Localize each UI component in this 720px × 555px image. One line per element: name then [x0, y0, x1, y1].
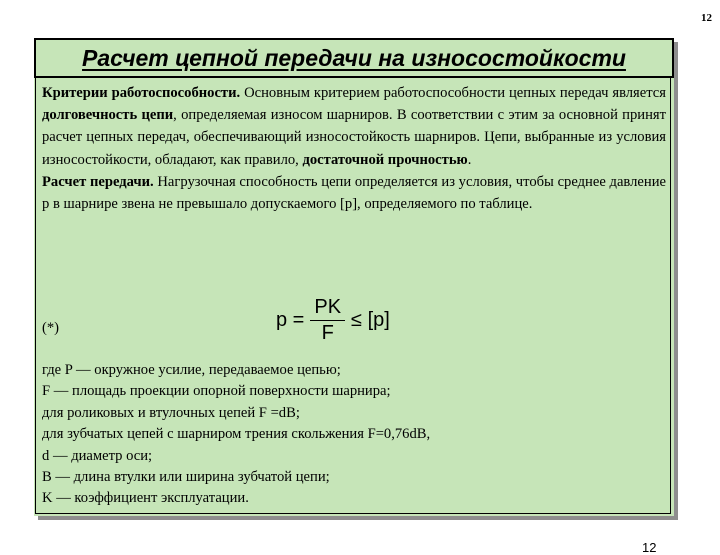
slide-content	[35, 78, 671, 555]
calc-heading: Расчет передачи.	[42, 173, 154, 190]
page-number-top: 12	[701, 12, 712, 24]
formula-lhs: p =	[276, 309, 305, 331]
criteria-text-2: , определяемая износом шарниров. В соответствии с этим за основной принят расчет цепных передач, обеспечивающий износостойкость шарниров. Цепи, выбранные из условия износостойкости, обладают, как правило,	[42, 107, 666, 168]
definition-line: для зубчатых цепей с шарниром трения скольжения F=0,76dB,	[42, 426, 431, 443]
definition-line: для роликовых и втулочных цепей F =dB;	[42, 404, 300, 421]
pressure-formula	[276, 296, 390, 345]
definition-line: где P — окружное усилие, передаваемое цепью;	[42, 362, 341, 378]
definition-line: F — площадь проекции опорной поверхности шарнира;	[42, 383, 391, 400]
definition-line: B — длина втулки или ширина зубчатой цепи;	[42, 469, 330, 486]
criteria-text-3: .	[467, 151, 472, 168]
definition-line: d — диаметр оси;	[42, 447, 153, 464]
formula-denominator: F	[321, 322, 334, 344]
page-number-bottom: 12	[642, 540, 657, 555]
formula-rhs: ≤ [p]	[351, 309, 390, 331]
calc-text: Нагрузочная способность цепи определяется из условия, чтобы среднее давление p в шарнире звена не превышало допускаемого [p], определяемого по таблице.	[42, 173, 666, 213]
criteria-bold-strength: достаточной прочностью	[302, 151, 468, 168]
criteria-heading: Критерии работоспособности.	[42, 85, 241, 101]
definitions-list	[42, 360, 666, 510]
criteria-text-1: Основным критерием работоспособности цепных передач является	[240, 85, 666, 101]
formula-numerator: PK	[310, 296, 345, 321]
criteria-bold-durability: долговечность цепи	[42, 107, 174, 124]
formula-fraction	[310, 296, 345, 345]
criteria-paragraph	[42, 82, 666, 215]
definition-line: K — коэффициент эксплуатации.	[42, 490, 249, 507]
slide	[34, 38, 674, 555]
title-bar	[34, 38, 674, 78]
formula-label: (*)	[42, 320, 60, 336]
slide-title: Расчет цепной передачи на износостойкости	[82, 44, 626, 71]
